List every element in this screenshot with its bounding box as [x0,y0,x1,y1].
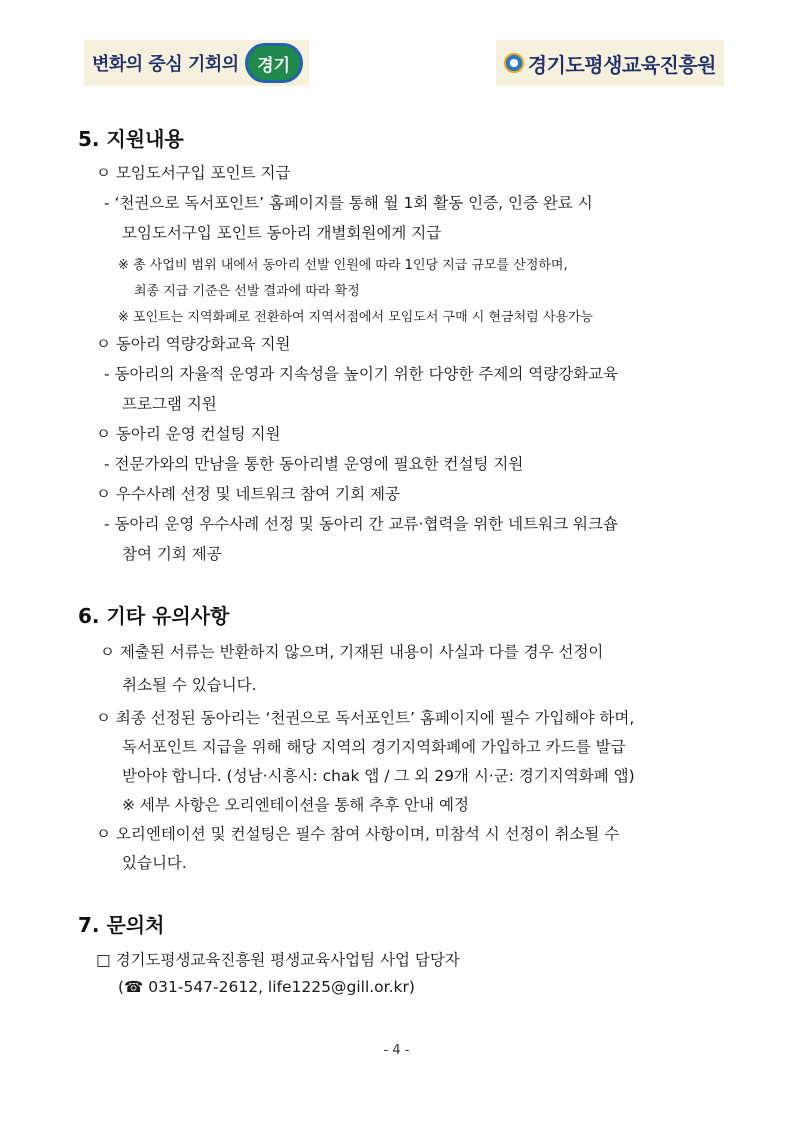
detail-line: - 동아리의 자율적 운영과 지속성을 높이기 위한 다양한 주제의 역량강화교육 [104,365,619,383]
section-5-title: 5. 지원내용 [78,127,184,151]
detail-line: 독서포인트 지급을 위해 해당 지역의 경기지역화폐에 가입하고 카드를 발급 [122,738,626,756]
detail-line: - 전문가와의 만남을 통한 동아리별 운영에 필요한 컨설팅 지원 [104,455,524,473]
bullet-orientation: ㅇ 오리엔테이션 및 컨설팅은 필수 참여 사항이며, 미참석 시 선정이 취소될 수 [96,825,620,843]
bullet-education: ㅇ 동아리 역량강화교육 지원 [96,335,291,353]
detail-line: 모임도서구입 포인트 동아리 개별회원에게 지급 [122,224,442,242]
note-line: 최종 지급 기준은 선발 결과에 따라 확정 [134,284,360,299]
slogan-text: 변화의 중심 기회의 [92,54,239,75]
page-header [84,36,724,92]
note-line: ※ 포인트는 지역화폐로 전환하여 지역서점에서 모임도서 구매 시 현금처럼 사용가능 [118,310,594,325]
bullet-documents: ㅇ 제출된 서류는 반환하지 않으며, 기재된 내용이 사실과 다를 경우 선정이 [100,643,604,661]
detail-line: - ‘천권으로 독서포인트’ 홈페이지를 통해 월 1회 활동 인증, 인증 완료 시 [104,194,593,212]
gyeonggi-badge: 경기 [245,43,303,83]
detail-line: 프로그램 지원 [122,395,217,413]
contact-department: □ 경기도평생교육진흥원 평생교육사업팀 사업 담당자 [96,951,460,969]
gill-logo-text: 경기도평생교육진흥원 [527,52,716,77]
detail-line: - 동아리 운영 우수사례 선정 및 동아리 간 교류·협력을 위한 네트워크 워크숍 [104,515,618,533]
detail-line: 참여 기회 제공 [122,545,222,563]
gyeonggi-slogan-logo [84,40,309,86]
note-line: ※ 세부 사항은 오리엔테이션을 통해 추후 안내 예정 [122,796,469,814]
bullet-best-practice: ㅇ 우수사례 선정 및 네트워크 참여 기회 제공 [96,485,401,503]
page-number: - 4 - [383,1043,410,1058]
gill-emblem-icon [504,53,524,73]
detail-line: 있습니다. [122,854,187,872]
bullet-point-purchase: ㅇ 모임도서구입 포인트 지급 [96,164,291,182]
detail-line: 받아야 합니다. (성남·시흥시: chak 앱 / 그 외 29개 시·군: 경기지역화폐 앱) [122,767,635,785]
bullet-consulting: ㅇ 동아리 운영 컨설팅 지원 [96,425,281,443]
note-line: ※ 총 사업비 범위 내에서 동아리 선발 인원에 따라 1인당 지급 규모를 산정하며, [118,258,568,273]
section-7-title: 7. 문의처 [78,913,165,937]
bullet-registration: ㅇ 최종 선정된 동아리는 ‘천권으로 독서포인트’ 홈페이지에 필수 가입해야 하며, [96,709,635,727]
detail-line: 취소될 수 있습니다. [122,676,257,694]
section-6-title: 6. 기타 유의사항 [78,604,230,628]
gill-logo [496,40,724,86]
contact-info: (☎ 031-547-2612, life1225@gill.or.kr) [118,978,415,996]
